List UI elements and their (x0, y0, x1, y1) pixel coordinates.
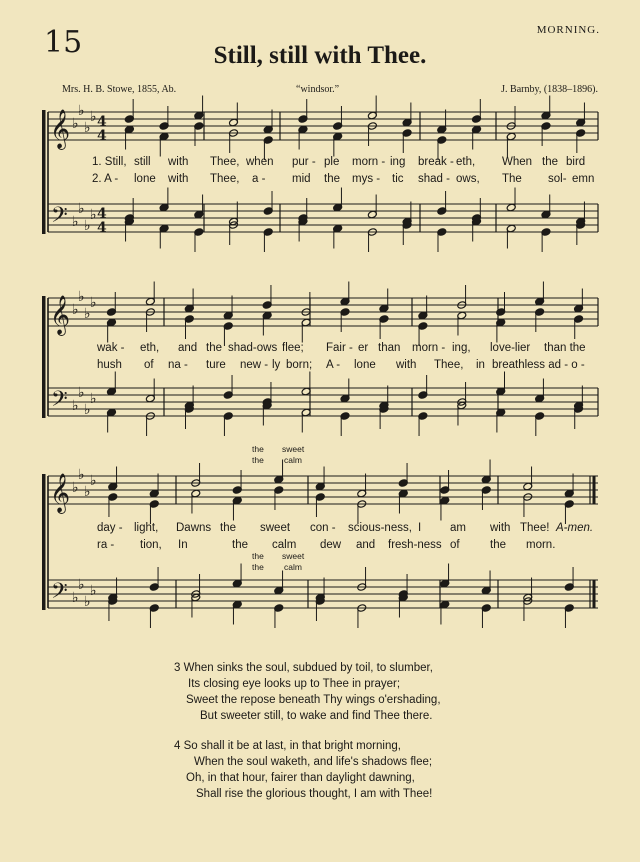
lyric-syllable: Dawns (176, 522, 212, 534)
lyric-syllable: than (378, 342, 401, 354)
lyric-syllable: and (178, 342, 198, 354)
lyric-syllable: Thee, (210, 173, 240, 185)
verse-line: 3 When sinks the soul, subdued by toil, to slumber, (174, 662, 433, 674)
lyric-syllable: am (450, 522, 466, 534)
lyric-syllable: 2. A - (92, 173, 119, 185)
lyric-syllable: Fair - (326, 342, 353, 354)
verse-line: Oh, in that hour, fairer than daylight dawning, (186, 772, 415, 784)
system1-flat: ♭ (72, 214, 79, 230)
system3-flat: ♭ (84, 484, 91, 500)
system3-flat: ♭ (90, 583, 97, 599)
system2-treble-clef: 𝄞 (50, 295, 71, 335)
lyric-syllable: wak - (97, 342, 125, 354)
lyric-syllable: with (168, 156, 189, 168)
verse-line: 4 So shall it be at last, in that bright morning, (174, 740, 401, 752)
verse-3 (174, 660, 441, 724)
lyric-syllable: with (168, 173, 189, 185)
lyric-syllable: the (220, 522, 236, 534)
small-lyric: calm (284, 455, 302, 465)
lyric-syllable: A - (326, 359, 341, 371)
lyric-syllable: of (144, 359, 154, 371)
lyric-syllable: morn - (352, 156, 386, 168)
hymn-title: Still, still with Thee. (213, 42, 427, 69)
verse-line: Sweet the repose beneath Thy wings o'ershading, (186, 694, 441, 706)
lyric-syllable: breathless ad - o - (492, 359, 585, 371)
lyric-syllable: new - (240, 359, 269, 371)
system3-flat: ♭ (72, 590, 79, 606)
lyric-syllable: dew (320, 539, 342, 551)
verse-line: But sweeter still, to wake and find Thee there. (200, 710, 433, 722)
lyric-syllable: tic (392, 173, 404, 185)
system1-flat: ♭ (78, 201, 85, 217)
system2-flat: ♭ (78, 289, 85, 305)
system2-bracket (42, 296, 46, 418)
lyric-syllable: of (450, 539, 460, 551)
section-label: MORNING. (536, 24, 600, 36)
lyric-syllable: ing (390, 156, 406, 168)
system1-bass-clef: 𝄢 (51, 203, 68, 233)
system3-flat: ♭ (72, 480, 79, 496)
lyric-syllable: pur - (292, 156, 316, 168)
lyric-syllable: scious-ness, (348, 522, 412, 534)
author-credit: Mrs. H. B. Stowe, 1855, Ab. (62, 84, 177, 95)
system2-flat: ♭ (90, 295, 97, 311)
lyric-syllable: eth, (456, 156, 476, 168)
lyric-syllable: ra - (97, 539, 115, 551)
lyric-syllable: hush (97, 359, 122, 371)
lyric-syllable: The (502, 173, 522, 185)
lyric-syllable: with (490, 522, 511, 534)
lyric-syllable: the (206, 342, 222, 354)
verse-line: Shall rise the glorious thought, I am with Thee! (196, 788, 433, 800)
verse-4 (174, 738, 432, 802)
lyric-syllable: eth, (140, 342, 160, 354)
system2-flat: ♭ (84, 306, 91, 322)
small-lyric: calm (284, 562, 302, 572)
lyric-syllable: fresh-ness (388, 539, 442, 551)
small-lyric: the (252, 455, 264, 465)
lyric-syllable: love-lier (490, 342, 531, 354)
system1-flat: ♭ (78, 103, 85, 119)
lyric-syllable: na - (168, 359, 188, 371)
lyric-syllable: than the (544, 342, 586, 354)
system1-treble-clef: 𝄞 (50, 109, 71, 149)
lyric-syllable: when (246, 156, 274, 168)
lyric-syllable: I (418, 522, 422, 534)
lyric-syllable: lone (134, 173, 156, 185)
system1-flat: ♭ (90, 207, 97, 223)
composer-credit: J. Barnby, (1838–1896). (501, 84, 598, 95)
lyric-syllable: ows, (456, 173, 480, 185)
system1-bracket (42, 110, 46, 234)
lyric-syllable: calm (272, 539, 297, 551)
lyric-syllable: emn (572, 173, 595, 185)
lyric-syllable: and (356, 539, 376, 551)
lyric-syllable: mid (292, 173, 311, 185)
small-lyric: sweet (282, 551, 305, 561)
system3-flat: ♭ (78, 467, 85, 483)
lyric-syllable: ture (206, 359, 226, 371)
lyric-syllable: ple (324, 156, 340, 168)
system1-flat: ♭ (90, 109, 97, 125)
lyric-syllable: in (476, 359, 485, 371)
hymn-number: 15 (44, 25, 83, 60)
lyric-syllable: flee; (282, 342, 304, 354)
system3-bracket (42, 474, 46, 610)
lyric-syllable: lone (354, 359, 376, 371)
lyric-syllable: mys - (352, 173, 381, 185)
lyric-syllable: the (232, 539, 248, 551)
lyric-syllable: morn - (412, 342, 446, 354)
amen: A-men. (556, 522, 594, 534)
system2-flat: ♭ (84, 402, 91, 418)
lyric-syllable: the (542, 156, 558, 168)
system2-flat: ♭ (78, 385, 85, 401)
lyric-syllable: born; (286, 359, 313, 371)
lyric-syllable: the (490, 539, 506, 551)
lyric-syllable: 1. Still, (92, 156, 127, 168)
lyric-syllable: ing, (452, 342, 471, 354)
time-signature: 4 (97, 128, 107, 144)
lyric-syllable: sweet (260, 522, 291, 534)
system2-flat: ♭ (72, 398, 79, 414)
system1-flat: ♭ (84, 120, 91, 136)
small-lyric: sweet (282, 444, 305, 454)
lyric-syllable: shad-ows (228, 342, 278, 354)
system3-treble-clef: 𝄞 (50, 473, 71, 513)
lyric-syllable: bird (566, 156, 586, 168)
lyric-syllable: con - (310, 522, 336, 534)
lyric-syllable: still (134, 156, 151, 168)
verse-line: Its closing eye looks up to Thee in prayer; (188, 678, 401, 690)
lyric-syllable: shad - (418, 173, 450, 185)
lyric-syllable: Thee, (434, 359, 464, 371)
lyric-syllable: Thee, (210, 156, 240, 168)
lyric-syllable: er (358, 342, 369, 354)
lyric-syllable: ly (272, 359, 281, 371)
system2-flat: ♭ (72, 302, 79, 318)
system3-flat: ♭ (84, 594, 91, 610)
lyric-syllable: the (324, 173, 340, 185)
lyric-syllable: In (178, 539, 188, 551)
small-lyric: the (252, 562, 264, 572)
verse-line: When the soul waketh, and life's shadows flee; (194, 756, 433, 768)
tune-name: “windsor.” (296, 84, 340, 95)
system3-flat: ♭ (78, 577, 85, 593)
system2-flat: ♭ (90, 391, 97, 407)
system3-bass-clef: 𝄢 (51, 579, 68, 609)
lyric-syllable: with (396, 359, 417, 371)
time-signature: 4 (97, 206, 107, 222)
lyric-syllable: a - (252, 173, 266, 185)
lyric-syllable: morn. (526, 539, 556, 551)
lyric-syllable: tion, (140, 539, 162, 551)
system1-flat: ♭ (72, 116, 79, 132)
lyric-syllable: day - (97, 522, 123, 534)
system2-bass-clef: 𝄢 (51, 387, 68, 417)
small-lyric: the (252, 444, 264, 454)
lyric-syllable: When (502, 156, 533, 168)
lyric-syllable: Thee! (520, 522, 550, 534)
time-signature: 4 (97, 114, 107, 130)
small-lyric: the (252, 551, 264, 561)
system1-flat: ♭ (84, 218, 91, 234)
system3-flat: ♭ (90, 473, 97, 489)
lyric-syllable: sol- (548, 173, 567, 185)
lyric-syllable: light, (134, 522, 159, 534)
lyric-syllable: break - (418, 156, 454, 168)
time-signature: 4 (97, 220, 107, 236)
